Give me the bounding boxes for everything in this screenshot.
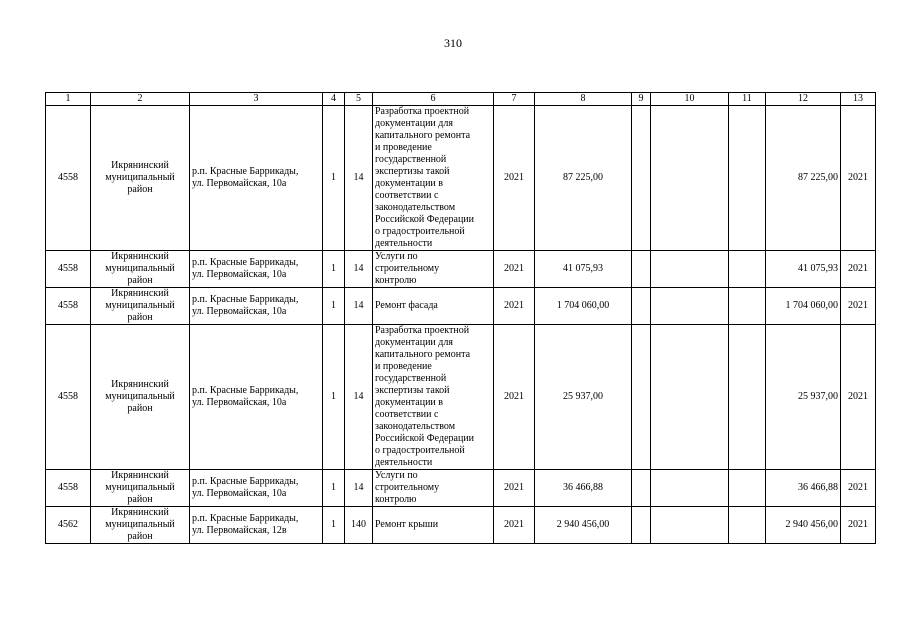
col11-cell (729, 106, 766, 251)
work-type-cell: Услуги по строительному контролю (373, 470, 494, 507)
year-cell: 2021 (494, 507, 535, 544)
address-cell: р.п. Красные Баррикады, ул. Первомайская, 10а (190, 106, 323, 251)
col11-cell (729, 251, 766, 288)
district-cell: Икрянинский муниципальный район (91, 507, 190, 544)
district-cell: Икрянинский муниципальный район (91, 251, 190, 288)
column-number-header: 10 (651, 93, 729, 106)
address-cell: р.п. Красные Баррикады, ул. Первомайская, 10а (190, 325, 323, 470)
table-row (46, 288, 876, 325)
year-cell: 2021 (494, 470, 535, 507)
col5-cell: 14 (345, 470, 373, 507)
completion-year-cell: 2021 (841, 470, 876, 507)
column-number-header: 3 (190, 93, 323, 106)
column-number-header: 5 (345, 93, 373, 106)
col4-cell: 1 (323, 251, 345, 288)
col5-cell: 14 (345, 106, 373, 251)
col9-cell (632, 288, 651, 325)
col4-cell: 1 (323, 470, 345, 507)
table-row (46, 251, 876, 288)
work-type-cell: Разработка проектной документации для капитального ремонта и проведение государственной экспертизы такой документации в соответствии с законодательством Российской Федерации о градостроительной деятельности (373, 106, 494, 251)
col4-cell: 1 (323, 106, 345, 251)
funding-amount-cell: 87 225,00 (766, 106, 841, 251)
object-id-cell: 4562 (46, 507, 91, 544)
col11-cell (729, 470, 766, 507)
object-id-cell: 4558 (46, 470, 91, 507)
completion-year-cell: 2021 (841, 325, 876, 470)
col10-cell (651, 251, 729, 288)
object-id-cell: 4558 (46, 106, 91, 251)
funding-amount-cell: 2 940 456,00 (766, 507, 841, 544)
column-number-header: 1 (46, 93, 91, 106)
year-cell: 2021 (494, 251, 535, 288)
total-cost-cell: 1 704 060,00 (535, 288, 632, 325)
district-cell: Икрянинский муниципальный район (91, 106, 190, 251)
address-cell: р.п. Красные Баррикады, ул. Первомайская, 12в (190, 507, 323, 544)
col9-cell (632, 507, 651, 544)
object-id-cell: 4558 (46, 325, 91, 470)
district-cell: Икрянинский муниципальный район (91, 288, 190, 325)
work-type-cell: Разработка проектной документации для капитального ремонта и проведение государственной экспертизы такой документации в соответствии с законодательством Российской Федерации о градостроительной деятельности (373, 325, 494, 470)
col4-cell: 1 (323, 507, 345, 544)
year-cell: 2021 (494, 288, 535, 325)
col11-cell (729, 507, 766, 544)
funding-amount-cell: 41 075,93 (766, 251, 841, 288)
completion-year-cell: 2021 (841, 106, 876, 251)
col11-cell (729, 325, 766, 470)
column-number-header: 2 (91, 93, 190, 106)
column-number-header: 6 (373, 93, 494, 106)
col9-cell (632, 325, 651, 470)
column-number-header: 12 (766, 93, 841, 106)
col10-cell (651, 288, 729, 325)
col9-cell (632, 251, 651, 288)
work-type-cell: Ремонт крыши (373, 507, 494, 544)
table-row (46, 470, 876, 507)
table-row (46, 507, 876, 544)
col10-cell (651, 325, 729, 470)
column-number-header: 8 (535, 93, 632, 106)
column-number-header: 7 (494, 93, 535, 106)
total-cost-cell: 41 075,93 (535, 251, 632, 288)
object-id-cell: 4558 (46, 251, 91, 288)
total-cost-cell: 2 940 456,00 (535, 507, 632, 544)
column-number-header: 4 (323, 93, 345, 106)
col9-cell (632, 106, 651, 251)
col9-cell (632, 470, 651, 507)
col5-cell: 14 (345, 251, 373, 288)
year-cell: 2021 (494, 106, 535, 251)
col5-cell: 14 (345, 288, 373, 325)
address-cell: р.п. Красные Баррикады, ул. Первомайская, 10а (190, 288, 323, 325)
total-cost-cell: 87 225,00 (535, 106, 632, 251)
total-cost-cell: 36 466,88 (535, 470, 632, 507)
completion-year-cell: 2021 (841, 507, 876, 544)
table-row (46, 106, 876, 251)
col4-cell: 1 (323, 288, 345, 325)
registry-table (45, 92, 876, 544)
funding-amount-cell: 36 466,88 (766, 470, 841, 507)
column-number-row (46, 93, 876, 106)
total-cost-cell: 25 937,00 (535, 325, 632, 470)
col10-cell (651, 106, 729, 251)
col10-cell (651, 470, 729, 507)
work-type-cell: Ремонт фасада (373, 288, 494, 325)
column-number-header: 13 (841, 93, 876, 106)
address-cell: р.п. Красные Баррикады, ул. Первомайская, 10а (190, 470, 323, 507)
completion-year-cell: 2021 (841, 251, 876, 288)
funding-amount-cell: 25 937,00 (766, 325, 841, 470)
col11-cell (729, 288, 766, 325)
district-cell: Икрянинский муниципальный район (91, 470, 190, 507)
work-type-cell: Услуги по строительному контролю (373, 251, 494, 288)
object-id-cell: 4558 (46, 288, 91, 325)
year-cell: 2021 (494, 325, 535, 470)
page-number: 310 (444, 36, 462, 50)
column-number-header: 11 (729, 93, 766, 106)
funding-amount-cell: 1 704 060,00 (766, 288, 841, 325)
col10-cell (651, 507, 729, 544)
address-cell: р.п. Красные Баррикады, ул. Первомайская, 10а (190, 251, 323, 288)
col5-cell: 14 (345, 325, 373, 470)
col4-cell: 1 (323, 325, 345, 470)
column-number-header: 9 (632, 93, 651, 106)
col5-cell: 140 (345, 507, 373, 544)
district-cell: Икрянинский муниципальный район (91, 325, 190, 470)
completion-year-cell: 2021 (841, 288, 876, 325)
table-row (46, 325, 876, 470)
